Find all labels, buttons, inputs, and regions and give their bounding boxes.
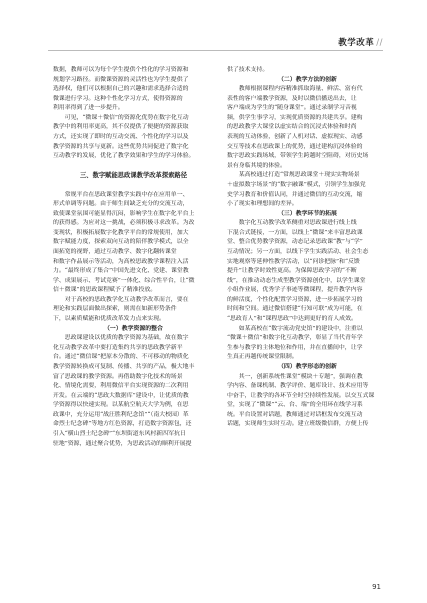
text-line: 话题，实现师生实时互动。建立班级微信群，方便上传 [227, 421, 369, 428]
text-line: 景有身临其境的体验。 [227, 162, 286, 169]
text-line: 教学中的利用率更高，其不仅提供了便捷的资源获取 [53, 124, 189, 131]
text-line: 致使课堂氛围可能显得沉闷，影响学生在数字化平台上 [53, 210, 195, 217]
text-line: 统。平台设置对话题，教师通过对话框发布交流互动 [227, 411, 363, 418]
text-line: 可见，“微课＋微信”的资源化优势在数字化互动 [53, 114, 189, 121]
text-line: 生真正再越传统课堂限制。 [227, 354, 298, 361]
text-line: 利用率得到了进一步提升。 [53, 105, 124, 112]
page-header [0, 0, 427, 58]
text-line: 力。“最终形成了集合”中国先进文化、党建、课堂教 [53, 268, 189, 275]
text-line: 化互动教学改革中要打造集约共享的思政教学新平 [53, 344, 183, 351]
text-line: 下，以素质赋能和优质改革发力点来实现。 [53, 316, 165, 323]
text-line: 方式，还实现了即时的互动交流、个性化的学习以及 [53, 134, 189, 141]
text-line: 教学资源转换成可复制、传播、共享的产品，极大地丰 [53, 363, 195, 370]
text-line: 开发。在云端的“思政大数据库”建设中，让优质的教 [53, 392, 189, 399]
section-slash: // [376, 38, 383, 48]
text-line: 信＋微课”的思政课程赋予了精准投放。 [53, 287, 157, 294]
text-line: 时间和空间。通过微信搭建“行知可联”成为可能，在 [227, 306, 363, 313]
text-line: 思政课建设以优质的教学资源为基础，故在数字 [53, 335, 189, 342]
text-line: ＋虚拟数字场景”的“数字融课”模式，引领学生加强党 [227, 181, 366, 188]
text-line: 学、成果展示、考试竞赛”一体化、综合性平台，让“微 [53, 277, 195, 284]
text-line: 小了现实和理想间的差异。 [227, 201, 298, 208]
text-line: “微课＋微信”和数字化互动教学，彰显了当代青年学 [227, 335, 363, 342]
text-line: 规划学习路径。而微课资源的灵活性也为学生提供了 [53, 76, 189, 83]
text-line: 供了技术支持。 [227, 67, 269, 73]
text-line: 如某高校在“数字流动党史馆”的建设中，注重以 [227, 325, 363, 332]
text-line: 其一，创新系统性课堂“模块＋专题”，强调在教 [227, 373, 363, 380]
text-line: 驻地”资源，通过聚合优势，为思政活动的顺利开展提 [53, 440, 192, 447]
text-line: 表现的互动体验，创新了人机对话、虚拟现实、动感 [227, 134, 363, 141]
text-line: 命烈士纪念碑”等地方红色资源，打造数字资源包，还 [53, 421, 192, 428]
section-label [338, 36, 383, 48]
text-line: 客户端成为学生的“随身课堂”。通过录制学习音视 [227, 105, 357, 112]
text-line: 某高校通过打造“常规思政课堂＋现实实物场景 [227, 172, 360, 179]
page-number: 91 [372, 583, 381, 591]
text-line: 对于高校的思政教学化互动教学改革而言，要在 [53, 296, 189, 303]
text-line: 化、情境化需要，利用微信平台实现资源的二次利用 [53, 383, 189, 390]
text-line: 生参与教学的主体地位和作用，并在直播间中，让学 [227, 344, 363, 351]
text-line: 教学资源的共享与更新。这些优势共同促进了数字化 [53, 143, 189, 150]
text-line: 实地观察等延伸性教学活动，以“问诊把脉”和“反馈 [227, 258, 360, 265]
text-line: 数字化互动教学改革侧重对思政课进行线上线 [227, 220, 357, 227]
subsection-heading: （二）教学方法的创新 [278, 76, 337, 83]
text-line: 微课进行学习。这种个性化学习方式，使得资源的 [53, 95, 183, 102]
text-line: 的鲜活度，个性化配置学习资源，进一步拓展学习的 [227, 296, 363, 303]
text-line: 数字思政实践场域，带领学生跨越时空阻碍，对历史场 [227, 153, 369, 160]
right-column [227, 66, 388, 430]
text-line: 学资源得以快速实现。以某航空航天大学为例，在思 [53, 402, 189, 409]
text-line: 学内容、备课机制、教学评价、题库设计、技术应用等 [227, 383, 369, 390]
left-column [53, 66, 214, 449]
text-line: 的思政教学大课堂以虚实结合的沉浸式体验和时尚 [227, 124, 357, 131]
text-line: 选择权，他们可以根据自己的兴趣和需求选择合适的 [53, 86, 189, 93]
section-label-text: 教学改革 [338, 38, 375, 48]
text-line: 和数字作品展示等活动，为高校思政教学课程注入活 [53, 258, 189, 265]
text-line: 互动情况；另一方面，以线下学生实践活动、社会生态 [227, 248, 369, 255]
text-line: 互动教学的发展，优化了教学效果和学生的学习体验。 [53, 153, 195, 160]
text-line: 线”，在推动动态生成型教学资源创化中，以学生课堂 [227, 277, 366, 284]
text-line: 理论和实践层面做出探索，则需在如新形势条件 [53, 306, 177, 313]
text-line: 交互等技术在思政课上的优势，通过建构沉浸体验的 [227, 143, 363, 150]
text-line: 提升”让教学时效性更高。为保障思政学习的“不断 [227, 268, 357, 275]
text-line: 堂、整合优势教学资源，动态记录思政课“教”与“学” [227, 239, 363, 246]
subsection-heading: （三）教学环节的拓展 [278, 210, 337, 217]
text-line: 数字赋能力度，探索双向互动的陪伴教学模式，以全 [53, 239, 189, 246]
text-line: 面拓宽的视野，通过互动教学、数字化翻转课堂 [53, 248, 177, 255]
text-line: 小组作业展，优秀学子事迹等微课程，提升教学内容 [227, 287, 363, 294]
text-line: 堂，实现了“微课”“云、台、端”的全用环在线学习系 [227, 402, 363, 409]
text-line: 史学习教育和价值认同，并通过微信的互动交流，缩 [227, 191, 363, 198]
text-line: “思政育人”和“课程思政”中达到更好的育人成效。 [227, 316, 357, 323]
text-line: 台。通过“微信课”把原本分散的、不可移动的物质化 [53, 354, 189, 361]
text-line: 变现状，积极拓展数字化教学平台的常规使用，加大 [53, 229, 189, 236]
text-line: 教师根据课程内容精准抓取海量、鲜活、富有代 [227, 86, 363, 93]
subsection-heading: （一）教学资源的整合 [104, 325, 163, 332]
text-line: 频，供学生事学习，实现优质资源的共建共享。建构 [227, 114, 363, 121]
text-line: 引入“横山烈士纪念碑”“东坝街道东风村新四军抗日 [53, 430, 186, 437]
header-rule [48, 50, 383, 51]
text-line: 形式单调等问题。由于师生间缺乏充分的交流互动， [53, 201, 189, 208]
text-line: 常规平台在思政课堂教学实践中存在应用单一、 [53, 191, 189, 198]
text-line: 表性的客户端教学资源，及时以微信播送出去，让 [227, 95, 357, 102]
blank-line [53, 181, 214, 191]
text-line: 下混合式链接，一方面，以线上“微课”来丰富思政课 [227, 229, 363, 236]
text-line: 的获得感。为应对这一挑战，必须积极寻求改革。为改 [53, 220, 195, 227]
text-line: 富了思政课的教学资源。再借助数字化技术的场景 [53, 373, 183, 380]
blank-line [53, 162, 214, 172]
text-line: 中奋手，让教学的各环节全时空持续性发展。以交互式课 [227, 392, 375, 399]
text-line: 数据，教师可以为每个学生提供个性化的学习资源和 [53, 67, 189, 73]
subsection-heading: （四）教学形态的创新 [278, 363, 337, 370]
section-heading: 三、数字赋能思政课教学改革探索路径 [79, 172, 188, 180]
text-line: 政课中，充分运用“战汪胜利纪念馆”“（南大校园）革 [53, 411, 189, 418]
